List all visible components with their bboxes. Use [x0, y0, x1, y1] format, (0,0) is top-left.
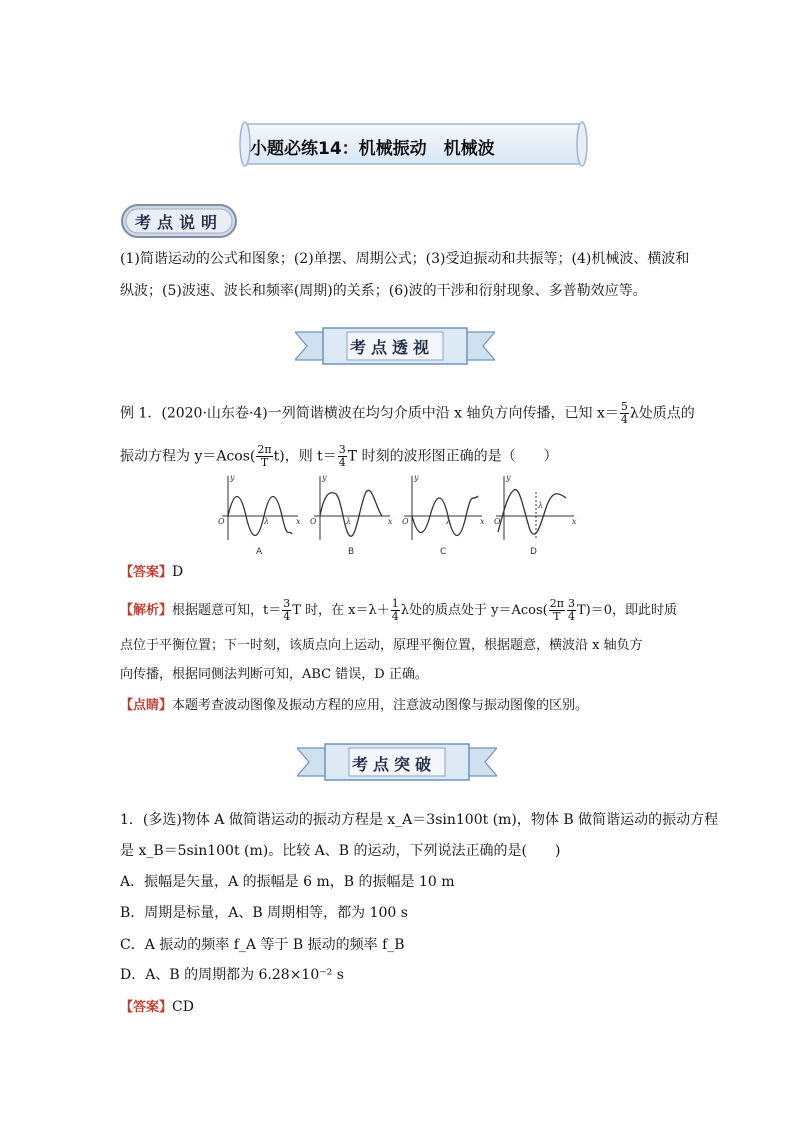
graph-label-d: D [530, 547, 537, 557]
q1-line1: 1．(多选)物体 A 做简谐运动的振动方程是 x_A＝3sin100t (m)，物体 B 做简谐运动的振动方程 [120, 812, 719, 828]
example-line2: 振动方程为 y＝Acos( $\frac{2\pi}{T}$ t)，则 t＝ $\frac{3}{4}$ T 时刻的波形图正确的是（ ） [120, 443, 558, 469]
origin-d: O [494, 517, 501, 526]
origin-a: O [218, 517, 225, 526]
q1-option-b: B．周期是标量，A、B 周期相等，都为 100 s [120, 905, 408, 921]
axis-y-c: y [414, 473, 419, 482]
lambda-d: λ [538, 501, 544, 510]
origin-b: O [310, 517, 317, 526]
waveform-options [200, 468, 590, 560]
section-badge-label: 考点说明 [135, 213, 224, 232]
section1-text-line2: 纵波；(5)波速、波长和频率(周期)的关系；(6)波的干涉和衍射现象、多普勒效应等。 [120, 283, 647, 299]
axis-x-a: x [296, 517, 301, 526]
page-title: 小题必练14：机械振动 机械波 [250, 139, 495, 159]
q1-option-a: A．振幅是矢量，A 的振幅是 6 m，B 的振幅是 10 m [120, 874, 455, 890]
axis-x-b: x [388, 517, 393, 526]
example-line1: 例 1．(2020·山东卷·4)一列简谐横波在均匀介质中沿 x 轴负方向传播，已知 x＝ $\frac{5}{4}$ λ处质点的 [120, 400, 695, 426]
section1-text-line1: (1)简谐运动的公式和图象；(2)单摆、周期公式；(3)受迫振动和共振等；(4)机械波、横波和 [120, 251, 690, 267]
origin-c: O [402, 517, 409, 526]
axis-x-c: x [480, 517, 485, 526]
axis-y-a: y [230, 473, 235, 482]
example-analysis-line3: 向传播，根据同侧法判断可知，ABC 错误，D 正确。 [120, 667, 428, 682]
q1-option-d: D．A、B 的周期都为 6.28×10⁻² s [120, 967, 344, 983]
graph-label-c: C [440, 547, 447, 557]
example-analysis-line2: 点位于平衡位置；下一时刻，该质点向上运动，原理平衡位置，根据题意，横波沿 x 轴负方 [120, 638, 643, 653]
graph-label-b: B [348, 547, 355, 557]
ribbon-label-breakthrough: 考点突破 [352, 755, 437, 774]
graph-label-a: A [256, 547, 263, 557]
example-comment: 【点睛】本题考查波动图像及振动方程的应用，注意波动图像与振动图像的区别。 [120, 698, 589, 713]
ribbon-label-perspective: 考点透视 [350, 338, 435, 357]
axis-y-d: y [506, 473, 511, 482]
lambda-a: λ [264, 517, 270, 526]
axis-y-b: y [322, 473, 327, 482]
q1-option-c: C．A 振动的频率 f_A 等于 B 振动的频率 f_B [120, 937, 405, 953]
axis-x-d: x [572, 517, 577, 526]
q1-answer: 【答案】CD [120, 999, 194, 1015]
q1-line2: 是 x_B＝5sin100t (m)。比较 A、B 的运动，下列说法正确的是( ) [120, 843, 561, 859]
example-analysis-line1: 【解析】根据题意可知，t＝ $\frac{3}{4}$ T 时，在 x＝λ＋ $\frac{1}{4}$ λ处的质点处于 y＝Acos( $\frac{2\pi}{T}$ $\frac{3}{4}$ T)＝0，即此时质 [120, 597, 677, 623]
lambda-c: λ [446, 517, 452, 526]
lambda-b: λ [346, 517, 352, 526]
example-answer: 【答案】D [120, 564, 184, 580]
